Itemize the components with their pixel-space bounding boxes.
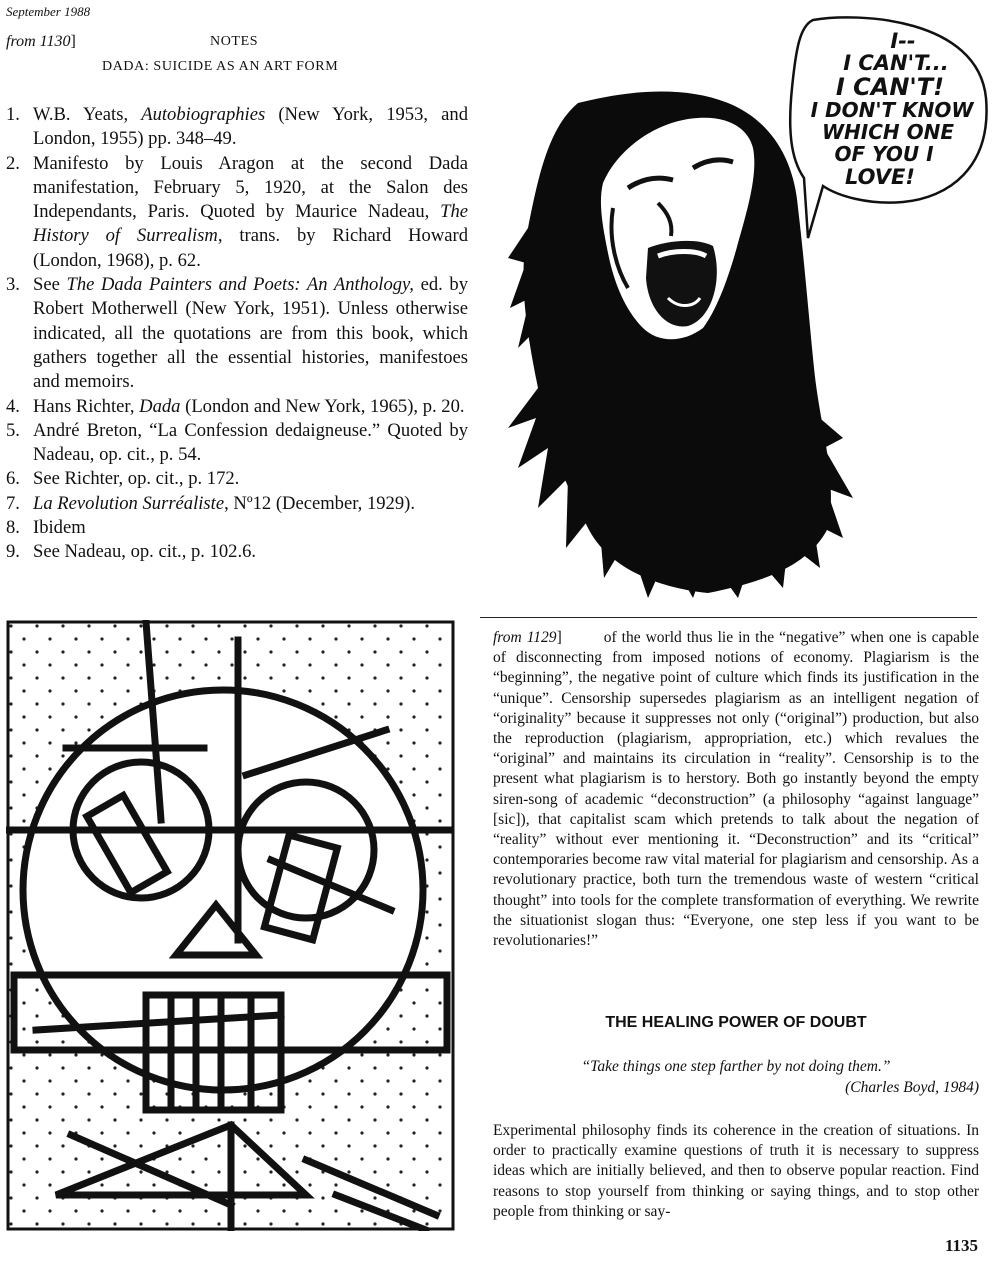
footnote-number: 4. [6, 395, 20, 417]
footnote-text: See Richter, op. cit., p. 172. [33, 468, 240, 490]
speech-bubble-line: WHICH ONE [821, 120, 955, 144]
footnote-text: Hans Richter, [33, 395, 140, 417]
footnote-item [6, 516, 468, 540]
footnote-number: 9. [6, 541, 20, 563]
speech-bubble-line: LOVE! [845, 165, 915, 189]
footnotes-list [6, 103, 468, 565]
footnote-text: See [33, 274, 67, 296]
footnote-number: 2. [6, 152, 20, 174]
footnote-item [6, 103, 468, 152]
footnote-number: 8. [6, 517, 20, 539]
footnote-text: Ibidem [33, 517, 86, 539]
footnote-number: 7. [6, 492, 20, 514]
footnote-text: ed. by Robert Motherwell (New York, 1951). Unless otherwise indicated, all the quotations are from this book, which gathers together all the essential histories, manifestoes and memoirs. [33, 274, 468, 393]
section-body: Experimental philosophy finds its coherence in the creation of situations. In order to practically examine questions of truth it is necessary to suppress ideas which are initially believed, and then to observe popular reaction. Find reasons to stop yourself from thinking or saying things, and to stop other people from thinking or say- [493, 1122, 979, 1220]
footnote-number: 6. [6, 468, 20, 490]
footnote-title: The Dada Painters and Poets: An Anthology, [66, 274, 414, 296]
issue-date: September 1988 [6, 4, 91, 19]
footnote-number: 1. [6, 104, 20, 125]
continued-from-ref: from 1130 [6, 33, 71, 50]
footnote-item [6, 273, 468, 394]
footnote-item [6, 492, 468, 516]
footnote-text: (New York, 1953, and London, 1955) pp. 348–49. [33, 104, 468, 150]
footnote-item [6, 419, 468, 468]
epigraph-attribution: (Charles Boyd, 1984) [845, 1079, 979, 1096]
page-number: 1135 [944, 1236, 978, 1255]
continued-from-ref-article: from 1129 [493, 629, 557, 646]
footnote-item [6, 540, 468, 564]
section-heading: THE HEALING POWER OF DOUBT [605, 1014, 867, 1031]
continued-from-bracket-article: ] [556, 629, 562, 646]
footnote-number: 5. [6, 419, 20, 441]
speech-bubble-line: I-- [890, 29, 916, 53]
speech-bubble-line: I CAN'T... [843, 51, 949, 75]
footnote-text: , Nº12 (December, 1929). [224, 492, 415, 514]
footnote-text: W.B. Yeats, [33, 104, 142, 125]
footnote-number: 3. [6, 274, 20, 296]
notes-subtitle: DADA: SUICIDE AS AN ART FORM [102, 59, 339, 74]
continued-from-bracket: ] [70, 33, 76, 50]
footnote-text: Manifesto by Louis Aragon at the second Dada manifestation, February 5, 1920, at the Salon des Independants, Paris. Quoted by Maurice Nadeau, [33, 152, 468, 223]
article-continuation [493, 628, 979, 951]
footnote-text: See Nadeau, op. cit., p. 102.6. [33, 541, 257, 563]
geometric-skull-illustration [6, 620, 455, 1231]
notes-title: NOTES [210, 34, 259, 49]
footnote-item [6, 152, 468, 273]
speech-bubble-line: I DON'T KNOW [810, 98, 974, 122]
footnote-title: The History of Surrealism [33, 201, 468, 247]
footnote-item [6, 467, 468, 491]
footnote-text: (London and New York, 1965), p. 20. [180, 395, 465, 417]
footnote-title: La Revolution Surréaliste [33, 492, 225, 514]
article-body: of the world thus lie in the “negative” when one is capable of disconnecting from imposed notions of economy. Plagiarism is the “beginning”, the negative point of culture which finds its justification in the “unique”. Censorship supersedes plagiarism as an intelligent negation of “originality” because it suppresses not only (“original”) production, but also the reproduction (plagiarism, appropriation, etc.) which revalues the “original” and maintains its circulation in “reality”. Censorship is to the present what plagiarism is to herstory. Both go instantly beyond the empty siren-song of academic “deconstruction” (a philosophy “against language” [sic]), that capitalist scam which pretends to talk about the negation of “reality” without ever mentioning it. “Deconstruction” and its “critical” contemporaries become raw vital material for plagiarism and censorship. As a revolutionary practice, both turn the tremendous waste of western “critical thought” into tools for the complete transformation of everything. We rewrite the situationist slogan thus: “Everyone, one step less if you want to be revolutionaries!” [493, 629, 979, 950]
epigraph [493, 1056, 979, 1098]
footnote-title: Dada [139, 395, 181, 417]
continued-from-note [6, 33, 76, 51]
footnote-text: , trans. by Richard Howard (London, 1968), p. 62. [33, 225, 468, 271]
footnote-item [6, 395, 468, 419]
footnote-title: Autobiographies [141, 104, 266, 125]
screaming-figure-illustration [508, 8, 992, 598]
speech-bubble-line: OF YOU I [834, 142, 934, 166]
footnote-text: André Breton, “La Confession dedaigneuse.” Quoted by Nadeau, op. cit., p. 54. [33, 419, 468, 466]
epigraph-quote: “Take things one step farther by not doing them.” [581, 1058, 891, 1075]
speech-bubble-line: I CAN'T! [835, 73, 945, 101]
column-divider [480, 617, 977, 618]
